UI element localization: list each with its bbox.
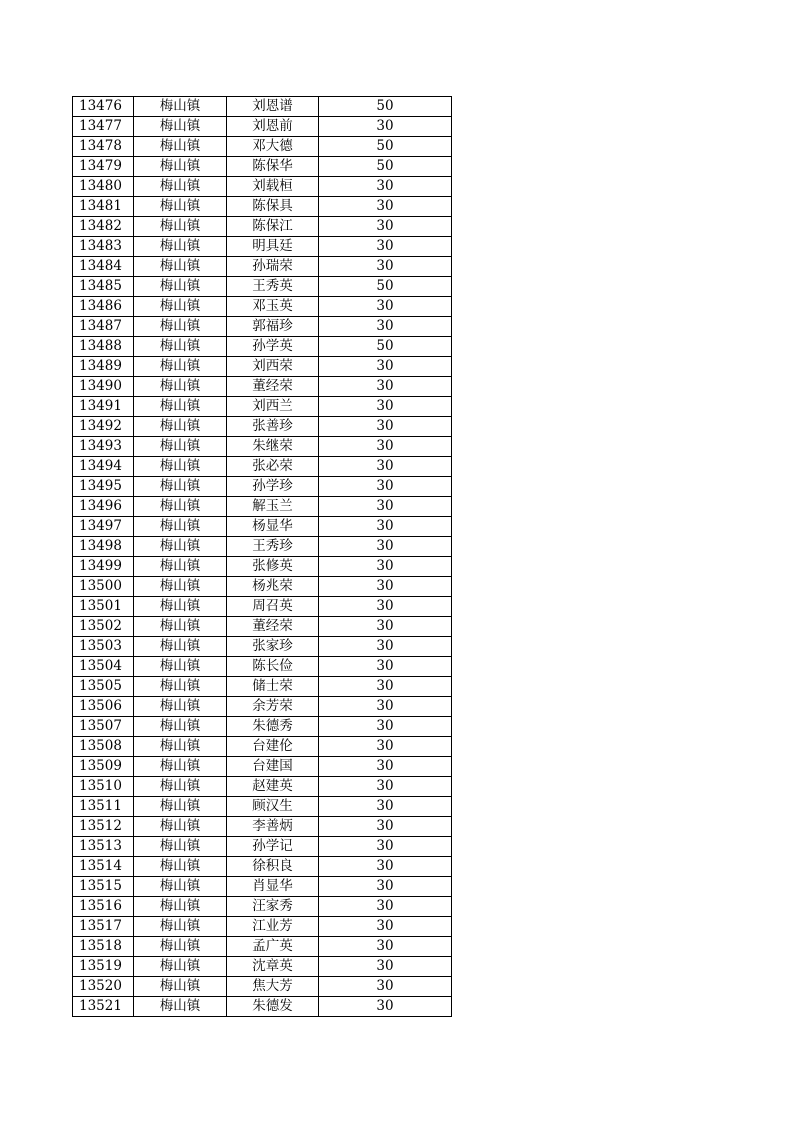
cell-amount: 30 xyxy=(319,617,452,637)
cell-id: 13505 xyxy=(73,677,134,697)
cell-id: 13497 xyxy=(73,517,134,537)
cell-name: 陈保华 xyxy=(227,157,319,177)
table-row xyxy=(73,557,452,577)
cell-id: 13519 xyxy=(73,957,134,977)
table-row xyxy=(73,957,452,977)
cell-town: 梅山镇 xyxy=(134,457,227,477)
table-row xyxy=(73,97,452,117)
cell-name: 徐积良 xyxy=(227,857,319,877)
cell-amount: 50 xyxy=(319,277,452,297)
cell-town: 梅山镇 xyxy=(134,657,227,677)
cell-amount: 30 xyxy=(319,957,452,977)
cell-id: 13483 xyxy=(73,237,134,257)
cell-town: 梅山镇 xyxy=(134,237,227,257)
cell-id: 13516 xyxy=(73,897,134,917)
table-row xyxy=(73,797,452,817)
table-row xyxy=(73,157,452,177)
table-row xyxy=(73,837,452,857)
cell-name: 孟广英 xyxy=(227,937,319,957)
cell-amount: 30 xyxy=(319,417,452,437)
cell-name: 刘载桓 xyxy=(227,177,319,197)
cell-amount: 30 xyxy=(319,297,452,317)
cell-amount: 30 xyxy=(319,177,452,197)
cell-town: 梅山镇 xyxy=(134,937,227,957)
table-row xyxy=(73,677,452,697)
cell-town: 梅山镇 xyxy=(134,197,227,217)
cell-id: 13511 xyxy=(73,797,134,817)
cell-amount: 50 xyxy=(319,337,452,357)
cell-amount: 30 xyxy=(319,517,452,537)
table-row xyxy=(73,517,452,537)
cell-amount: 30 xyxy=(319,897,452,917)
cell-amount: 30 xyxy=(319,537,452,557)
cell-town: 梅山镇 xyxy=(134,857,227,877)
table-row xyxy=(73,297,452,317)
table-row xyxy=(73,437,452,457)
table-row xyxy=(73,877,452,897)
cell-name: 张善珍 xyxy=(227,417,319,437)
cell-id: 13476 xyxy=(73,97,134,117)
cell-town: 梅山镇 xyxy=(134,157,227,177)
table-row xyxy=(73,457,452,477)
cell-id: 13494 xyxy=(73,457,134,477)
cell-name: 董经荣 xyxy=(227,377,319,397)
cell-town: 梅山镇 xyxy=(134,97,227,117)
cell-town: 梅山镇 xyxy=(134,897,227,917)
cell-amount: 30 xyxy=(319,697,452,717)
cell-town: 梅山镇 xyxy=(134,617,227,637)
cell-name: 杨兆荣 xyxy=(227,577,319,597)
cell-amount: 30 xyxy=(319,937,452,957)
cell-town: 梅山镇 xyxy=(134,997,227,1017)
table-row xyxy=(73,617,452,637)
cell-id: 13510 xyxy=(73,777,134,797)
cell-town: 梅山镇 xyxy=(134,557,227,577)
cell-amount: 30 xyxy=(319,117,452,137)
cell-id: 13520 xyxy=(73,977,134,997)
table-row xyxy=(73,577,452,597)
cell-id: 13517 xyxy=(73,917,134,937)
cell-town: 梅山镇 xyxy=(134,517,227,537)
cell-name: 王秀珍 xyxy=(227,537,319,557)
cell-name: 台建国 xyxy=(227,757,319,777)
cell-id: 13499 xyxy=(73,557,134,577)
cell-town: 梅山镇 xyxy=(134,337,227,357)
cell-id: 13481 xyxy=(73,197,134,217)
cell-name: 周召英 xyxy=(227,597,319,617)
cell-amount: 30 xyxy=(319,457,452,477)
table-row xyxy=(73,217,452,237)
cell-amount: 30 xyxy=(319,557,452,577)
cell-town: 梅山镇 xyxy=(134,357,227,377)
cell-name: 邓玉英 xyxy=(227,297,319,317)
cell-id: 13512 xyxy=(73,817,134,837)
cell-amount: 30 xyxy=(319,497,452,517)
table-row xyxy=(73,997,452,1017)
table-row xyxy=(73,757,452,777)
table-row xyxy=(73,937,452,957)
cell-name: 孙学记 xyxy=(227,837,319,857)
cell-amount: 30 xyxy=(319,237,452,257)
cell-town: 梅山镇 xyxy=(134,797,227,817)
cell-amount: 30 xyxy=(319,717,452,737)
cell-id: 13479 xyxy=(73,157,134,177)
cell-name: 刘西兰 xyxy=(227,397,319,417)
cell-name: 李善炳 xyxy=(227,817,319,837)
cell-town: 梅山镇 xyxy=(134,257,227,277)
cell-name: 赵建英 xyxy=(227,777,319,797)
table-row xyxy=(73,417,452,437)
cell-id: 13504 xyxy=(73,657,134,677)
cell-name: 储士荣 xyxy=(227,677,319,697)
table-row xyxy=(73,257,452,277)
cell-name: 朱德秀 xyxy=(227,717,319,737)
cell-amount: 30 xyxy=(319,657,452,677)
cell-town: 梅山镇 xyxy=(134,417,227,437)
cell-name: 顾汉生 xyxy=(227,797,319,817)
table-row xyxy=(73,977,452,997)
cell-name: 解玉兰 xyxy=(227,497,319,517)
table-row xyxy=(73,597,452,617)
cell-name: 孙学英 xyxy=(227,337,319,357)
cell-id: 13480 xyxy=(73,177,134,197)
cell-amount: 30 xyxy=(319,637,452,657)
cell-amount: 30 xyxy=(319,397,452,417)
cell-amount: 30 xyxy=(319,677,452,697)
cell-name: 张家珍 xyxy=(227,637,319,657)
cell-town: 梅山镇 xyxy=(134,137,227,157)
cell-amount: 30 xyxy=(319,757,452,777)
cell-name: 朱德发 xyxy=(227,997,319,1017)
cell-town: 梅山镇 xyxy=(134,497,227,517)
cell-town: 梅山镇 xyxy=(134,677,227,697)
cell-name: 郭福珍 xyxy=(227,317,319,337)
cell-town: 梅山镇 xyxy=(134,317,227,337)
cell-id: 13500 xyxy=(73,577,134,597)
cell-town: 梅山镇 xyxy=(134,577,227,597)
cell-name: 孙学珍 xyxy=(227,477,319,497)
cell-amount: 30 xyxy=(319,857,452,877)
cell-town: 梅山镇 xyxy=(134,737,227,757)
cell-town: 梅山镇 xyxy=(134,777,227,797)
table-row xyxy=(73,857,452,877)
cell-name: 王秀英 xyxy=(227,277,319,297)
cell-town: 梅山镇 xyxy=(134,117,227,137)
cell-id: 13509 xyxy=(73,757,134,777)
cell-id: 13503 xyxy=(73,637,134,657)
cell-id: 13495 xyxy=(73,477,134,497)
payment-table xyxy=(72,96,452,1017)
cell-town: 梅山镇 xyxy=(134,637,227,657)
cell-amount: 30 xyxy=(319,477,452,497)
cell-id: 13482 xyxy=(73,217,134,237)
table-row xyxy=(73,537,452,557)
cell-id: 13487 xyxy=(73,317,134,337)
cell-id: 13498 xyxy=(73,537,134,557)
cell-amount: 30 xyxy=(319,777,452,797)
cell-town: 梅山镇 xyxy=(134,717,227,737)
table-row xyxy=(73,917,452,937)
table-row xyxy=(73,897,452,917)
cell-town: 梅山镇 xyxy=(134,297,227,317)
table-row xyxy=(73,477,452,497)
cell-town: 梅山镇 xyxy=(134,837,227,857)
cell-amount: 30 xyxy=(319,377,452,397)
cell-amount: 30 xyxy=(319,217,452,237)
cell-id: 13507 xyxy=(73,717,134,737)
cell-town: 梅山镇 xyxy=(134,917,227,937)
cell-amount: 30 xyxy=(319,197,452,217)
cell-id: 13484 xyxy=(73,257,134,277)
cell-id: 13491 xyxy=(73,397,134,417)
cell-id: 13502 xyxy=(73,617,134,637)
table-row xyxy=(73,377,452,397)
cell-name: 刘恩谱 xyxy=(227,97,319,117)
cell-town: 梅山镇 xyxy=(134,817,227,837)
table-row xyxy=(73,717,452,737)
cell-amount: 30 xyxy=(319,577,452,597)
cell-id: 13514 xyxy=(73,857,134,877)
cell-town: 梅山镇 xyxy=(134,697,227,717)
cell-amount: 30 xyxy=(319,597,452,617)
table-row xyxy=(73,117,452,137)
cell-name: 余芳荣 xyxy=(227,697,319,717)
cell-amount: 30 xyxy=(319,737,452,757)
table-row xyxy=(73,397,452,417)
cell-name: 陈保江 xyxy=(227,217,319,237)
cell-amount: 30 xyxy=(319,357,452,377)
cell-town: 梅山镇 xyxy=(134,437,227,457)
cell-id: 13513 xyxy=(73,837,134,857)
cell-amount: 30 xyxy=(319,977,452,997)
cell-town: 梅山镇 xyxy=(134,597,227,617)
cell-name: 孙瑞荣 xyxy=(227,257,319,277)
cell-id: 13506 xyxy=(73,697,134,717)
cell-amount: 30 xyxy=(319,837,452,857)
cell-id: 13515 xyxy=(73,877,134,897)
cell-id: 13485 xyxy=(73,277,134,297)
table-row xyxy=(73,137,452,157)
cell-town: 梅山镇 xyxy=(134,537,227,557)
cell-name: 刘恩前 xyxy=(227,117,319,137)
cell-id: 13508 xyxy=(73,737,134,757)
cell-id: 13477 xyxy=(73,117,134,137)
cell-town: 梅山镇 xyxy=(134,977,227,997)
cell-name: 陈长俭 xyxy=(227,657,319,677)
cell-amount: 30 xyxy=(319,817,452,837)
table-row xyxy=(73,777,452,797)
cell-name: 刘西荣 xyxy=(227,357,319,377)
cell-amount: 30 xyxy=(319,437,452,457)
cell-name: 肖显华 xyxy=(227,877,319,897)
cell-name: 汪家秀 xyxy=(227,897,319,917)
table-row xyxy=(73,337,452,357)
cell-name: 邓大德 xyxy=(227,137,319,157)
cell-town: 梅山镇 xyxy=(134,397,227,417)
cell-name: 台建伦 xyxy=(227,737,319,757)
cell-amount: 30 xyxy=(319,917,452,937)
table-row xyxy=(73,737,452,757)
table-row xyxy=(73,197,452,217)
cell-name: 焦大芳 xyxy=(227,977,319,997)
cell-amount: 30 xyxy=(319,317,452,337)
table-row xyxy=(73,277,452,297)
cell-name: 沈章英 xyxy=(227,957,319,977)
cell-id: 13486 xyxy=(73,297,134,317)
cell-town: 梅山镇 xyxy=(134,217,227,237)
cell-town: 梅山镇 xyxy=(134,877,227,897)
table-row xyxy=(73,697,452,717)
cell-id: 13501 xyxy=(73,597,134,617)
cell-id: 13489 xyxy=(73,357,134,377)
cell-amount: 50 xyxy=(319,157,452,177)
cell-name: 明具廷 xyxy=(227,237,319,257)
table-row xyxy=(73,817,452,837)
cell-town: 梅山镇 xyxy=(134,957,227,977)
cell-id: 13496 xyxy=(73,497,134,517)
cell-amount: 30 xyxy=(319,797,452,817)
table-row xyxy=(73,177,452,197)
cell-name: 江业芳 xyxy=(227,917,319,937)
cell-town: 梅山镇 xyxy=(134,477,227,497)
table-row xyxy=(73,497,452,517)
cell-town: 梅山镇 xyxy=(134,377,227,397)
cell-name: 陈保具 xyxy=(227,197,319,217)
table-row xyxy=(73,237,452,257)
table-row xyxy=(73,637,452,657)
cell-amount: 30 xyxy=(319,997,452,1017)
cell-name: 张必荣 xyxy=(227,457,319,477)
cell-id: 13488 xyxy=(73,337,134,357)
cell-id: 13521 xyxy=(73,997,134,1017)
cell-town: 梅山镇 xyxy=(134,177,227,197)
cell-name: 朱继荣 xyxy=(227,437,319,457)
cell-name: 董经荣 xyxy=(227,617,319,637)
table-row xyxy=(73,357,452,377)
cell-amount: 30 xyxy=(319,257,452,277)
table-row xyxy=(73,317,452,337)
cell-id: 13490 xyxy=(73,377,134,397)
cell-name: 张修英 xyxy=(227,557,319,577)
cell-amount: 50 xyxy=(319,137,452,157)
cell-id: 13492 xyxy=(73,417,134,437)
cell-town: 梅山镇 xyxy=(134,277,227,297)
cell-id: 13493 xyxy=(73,437,134,457)
payment-table-body xyxy=(73,97,452,1017)
cell-amount: 50 xyxy=(319,97,452,117)
cell-id: 13518 xyxy=(73,937,134,957)
cell-town: 梅山镇 xyxy=(134,757,227,777)
cell-id: 13478 xyxy=(73,137,134,157)
cell-name: 杨显华 xyxy=(227,517,319,537)
cell-amount: 30 xyxy=(319,877,452,897)
table-row xyxy=(73,657,452,677)
